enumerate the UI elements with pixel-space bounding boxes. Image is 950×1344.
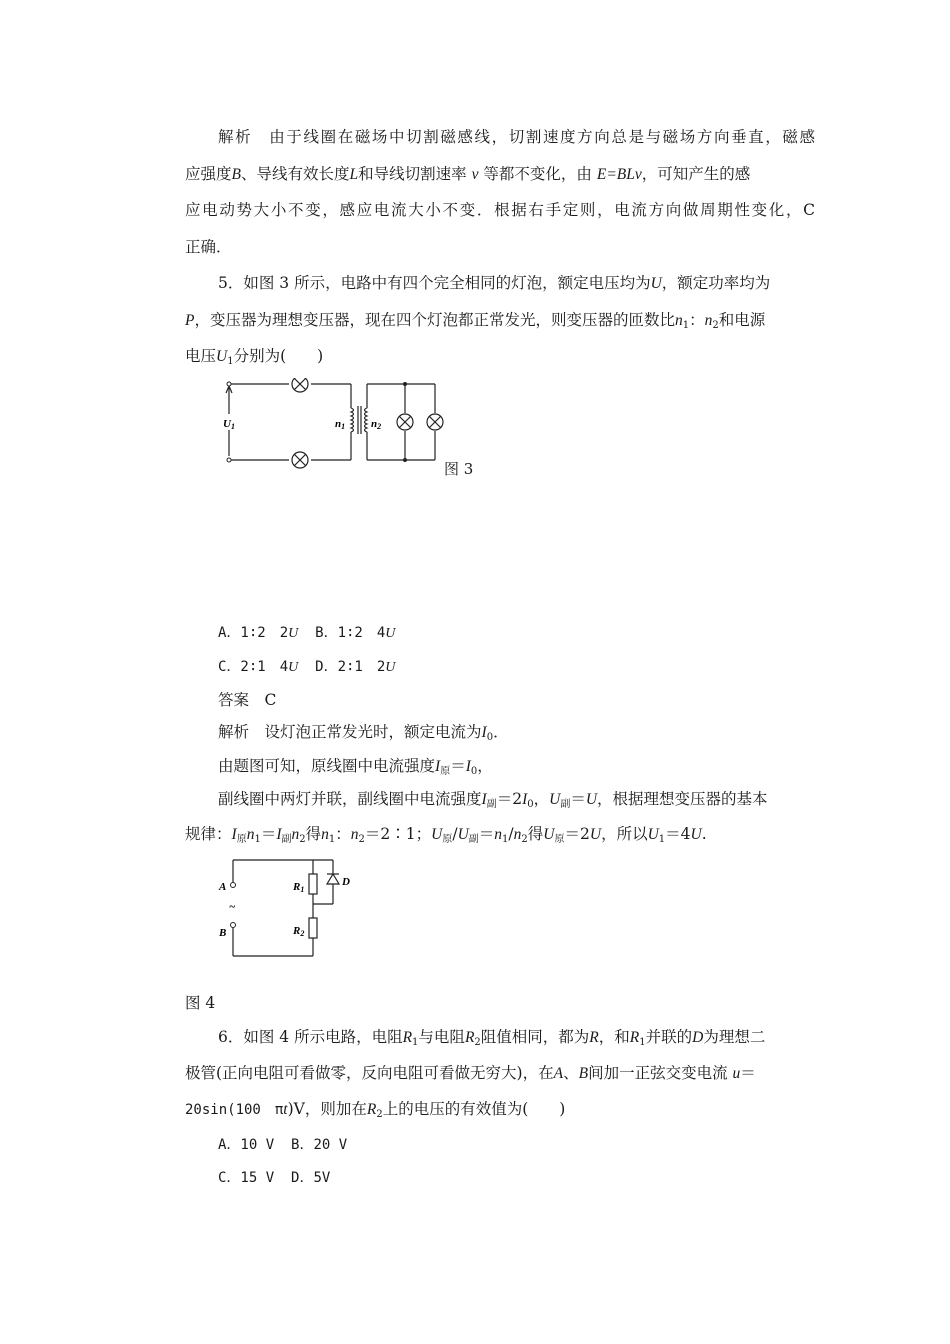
var: U [457,826,469,843]
option-b: B．20 V [291,1137,348,1153]
analysis-q4-line1 [218,127,815,147]
question6-options-ab [218,1135,347,1155]
var-R: R [629,1029,640,1046]
sub: 1 [682,320,690,331]
var-R: R [464,1029,475,1046]
text: ＝ [740,1064,756,1082]
svg-text:n2 [371,418,381,431]
var-n: n [674,312,683,329]
text: ＝2 [564,825,590,843]
text: ： [689,311,705,329]
sub: 2 [712,320,719,331]
question5-analysis-line3 [218,789,768,810]
text: ，所以 [601,825,648,843]
var-U: U [216,348,228,365]
var-U: U [385,626,396,641]
sub: 1 [328,834,336,845]
text: ＝ [570,790,586,808]
text: ＝2∶1； [364,825,432,843]
var-U: U [549,791,561,808]
text: 极管(正向电阻可看做零，反向电阻可看做无穷大)，在 [185,1064,554,1082]
var: U [647,826,659,843]
var: I [231,826,237,843]
label-B: B [219,927,227,939]
option-d: D．2∶1 2 [315,659,386,675]
sub: 2 [377,422,382,431]
text: 由题图可知，原线圈中电流强度 [218,757,436,775]
text: 应电动势大小不变，感应电流大小不变．根据右手定则，电流方向做周期性变化，C [185,201,815,219]
text: 5．如图 3 所示，电路中有四个完全相同的灯泡，额定电压均为 [218,274,651,292]
text: 和导线切割速率 [358,165,467,183]
option-c: C．2∶1 4 [218,659,289,675]
figure3-circuit [215,378,450,470]
sub: 1 [230,422,235,431]
question6-line2 [185,1063,756,1084]
label-ac-symbol: ~ [229,901,236,913]
sub: 1 [300,885,305,894]
option-d: D．5V [291,1170,331,1186]
text: 解析 由于线圈在磁场中切割磁感线，切割速度方向总是与磁场方向垂直，磁感 [218,128,815,146]
svg-text:U1 [223,418,235,431]
text: 上的电压的有效值为( ) [382,1100,566,1118]
text: ，根据理想变压器的基本 [597,790,768,808]
sub: 0 [470,766,478,777]
sub: 1 [658,834,666,845]
text: 与电阻 [418,1028,465,1046]
question5-answer: 答案 C [218,691,277,709]
text: 间加一正弦交变电流 [588,1064,728,1082]
sub: 2 [358,834,365,845]
option-a: A．10 V [218,1137,275,1153]
text: ，额定功率均为 [661,274,771,292]
text: 电压 [185,347,217,365]
var-U: U [288,626,299,641]
var-U: U [288,660,299,675]
question5-analysis-line4 [185,824,707,845]
option-b: B．1∶2 4 [315,625,386,641]
text: 规律： [185,825,232,843]
figure4-caption: 图 4 [185,994,216,1012]
sub: 副 [281,834,292,845]
question6-line1 [218,1027,765,1048]
question6-line3 [185,1099,565,1120]
var: n [513,826,522,843]
sub: 1 [341,422,346,431]
sub: 1 [412,1037,419,1048]
sub: 原 [236,834,247,845]
var-U: U [585,791,598,808]
question5-analysis-line1 [218,722,509,743]
text: )V，则加在 [287,1100,367,1118]
var: n [291,826,300,843]
var-I: I [465,758,471,775]
var-v: v [471,166,479,183]
svg-text:n1 [335,418,345,431]
sub: 原 [440,766,451,777]
text: 6．如图 4 所示电路，电阻 [218,1028,403,1046]
text: 为理想二 [703,1028,766,1046]
sub: 副 [486,799,497,810]
label-n1: n [335,418,342,430]
text: 得 [527,825,544,843]
option-c: C．15 V [218,1170,275,1186]
figure4-circuit [215,852,365,964]
sub: 2 [521,834,528,845]
text: 20sin(100 π [185,1102,284,1118]
sub: 副 [468,834,479,845]
text: 解析 设灯泡正常发光时，额定电流为 [218,723,482,741]
text: 应强度 [185,165,232,183]
sub: 原 [554,834,565,845]
sub: 1 [639,1037,646,1048]
text: 阻值相同，都为 [480,1028,590,1046]
text: ＝ [260,825,277,843]
text: ＝ [450,757,466,775]
var-R: R [589,1029,599,1046]
text: 和电源 [718,311,766,329]
var-t: t [283,1101,288,1118]
var: n [350,826,359,843]
label-U1: U [223,418,231,430]
var: n [494,826,503,843]
sub: 2 [376,1109,383,1120]
text: ： [335,825,351,843]
sub: 0 [527,799,534,810]
text: / [452,825,458,843]
var-D: D [692,1029,704,1046]
var: U [431,826,443,843]
text: ， [477,757,493,775]
sub: 原 [442,834,453,845]
text: ＝2 [496,790,523,808]
label-R1: R [293,881,301,893]
var: I [276,826,282,843]
analysis-q4-line2 [185,164,750,185]
text: ． [493,723,509,741]
svg-text:R2 [292,925,304,938]
text: ＝4 [665,825,691,843]
option-a: A．1∶2 2 [218,625,289,641]
label-n2: n [371,418,378,430]
var-B: B [231,166,241,183]
text: 、导线有效长度 [240,165,350,183]
var-R: R [402,1029,413,1046]
text: 等都不变化，由 [483,165,592,183]
var-U: U [650,275,662,292]
text: 得 [305,825,322,843]
var-n: n [704,312,713,329]
text: 并联的 [645,1028,693,1046]
var: n [246,826,255,843]
question5-line1 [218,273,770,294]
question5-analysis-line2 [218,756,493,777]
var-I: I [481,791,487,808]
var-u: u [732,1065,741,1082]
sub: 1 [227,356,234,367]
text: 副线圈中两灯并联，副线圈中电流强度 [218,790,482,808]
label-A: A [219,881,227,893]
question5-options-ab [218,623,395,644]
label-R2: R [293,925,301,937]
text: 、 [563,1064,579,1082]
var-L: L [349,166,359,183]
text: ，可知产生的感 [641,165,751,183]
sub: 0 [486,732,494,743]
text: 正确． [185,238,232,256]
var: n [321,826,329,843]
var-P: P [185,312,195,329]
sub: 2 [300,929,305,938]
var: U [589,826,602,843]
text: ， [533,790,550,808]
text: ，变压器为理想变压器，现在四个灯泡都正常发光，则变压器的匝数比 [194,311,675,329]
text: . [701,825,707,843]
var: U [543,826,555,843]
var-I: I [481,724,487,741]
question6-options-cd [218,1168,330,1188]
question5-line2 [185,310,765,331]
question5-options-cd [218,657,395,678]
var-U: U [385,660,396,675]
label-D: D [342,876,350,888]
var: U [690,826,702,843]
text: ，和 [598,1028,630,1046]
question5-line3 [185,346,323,367]
analysis-q4-line4 [185,237,232,257]
var-I: I [522,791,528,808]
sub: 1 [502,834,509,845]
var-B: B [578,1065,589,1082]
var-A: A [553,1065,564,1082]
var-I: I [435,758,441,775]
sub: 副 [560,799,571,810]
formula-E-BLv: E=BLv [596,166,642,183]
sub: 2 [474,1037,481,1048]
sub: 1 [254,834,261,845]
var-R: R [366,1101,377,1118]
text: ＝ [478,825,495,843]
sub: 2 [299,834,306,845]
svg-text:R1 [292,881,304,894]
analysis-q4-line3 [185,200,815,220]
text: 分别为( ) [233,347,324,365]
figure3-caption: 图 3 [444,460,474,478]
text: / [508,825,514,843]
